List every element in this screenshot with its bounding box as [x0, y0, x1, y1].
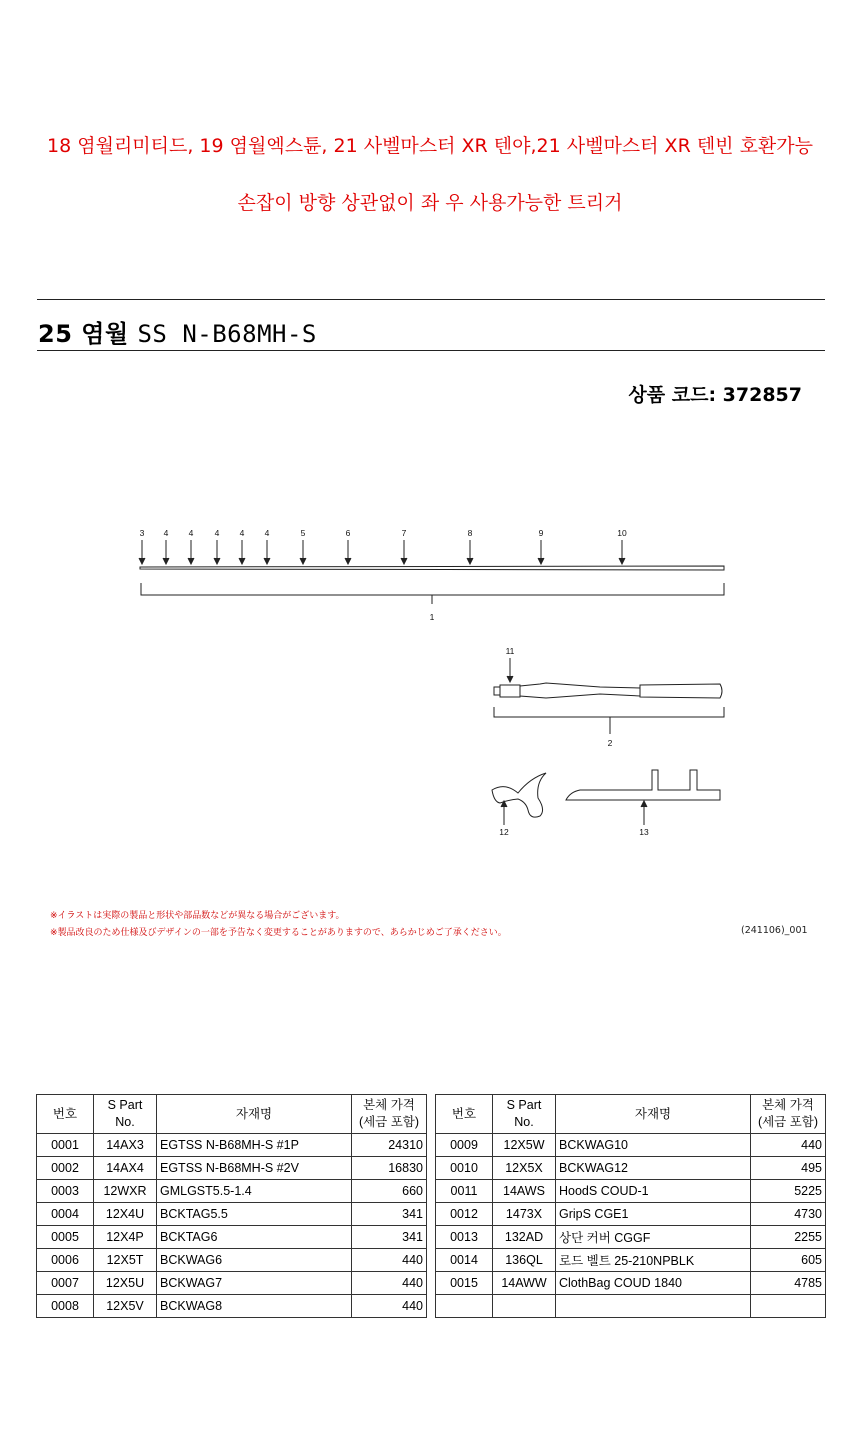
cell-part: 12X5V: [94, 1295, 157, 1318]
product-code: 상품 코드: 372857: [628, 384, 802, 406]
cell-price: 4730: [751, 1203, 826, 1226]
trigger-part: [492, 773, 546, 825]
cell-part: 12WXR: [94, 1180, 157, 1203]
cell-part: 12X5T: [94, 1249, 157, 1272]
cell-price: 5225: [751, 1180, 826, 1203]
table-row: [436, 1134, 826, 1157]
illustration-note: ※イラストは実際の製品と形状や部品数などが異なる場合がございます。: [50, 911, 345, 921]
label-4b: 4: [188, 528, 194, 538]
header-part: S Part No.: [94, 1095, 157, 1134]
cell-price: 440: [352, 1295, 427, 1318]
cell-price: 341: [352, 1203, 427, 1226]
product-title-bold: 25 염월: [38, 320, 129, 348]
header-name: 자재명: [556, 1095, 751, 1134]
cell-name: BCKTAG5.5: [157, 1203, 352, 1226]
label-9: 9: [538, 528, 544, 538]
cell-part: 1473X: [493, 1203, 556, 1226]
cell-no: 0011: [436, 1180, 493, 1203]
header-price: 본체 가격 (세금 포함): [352, 1095, 427, 1134]
cell-name: BCKWAG12: [556, 1157, 751, 1180]
table-row: [436, 1272, 826, 1295]
cell-no: 0001: [37, 1134, 94, 1157]
table-row: [436, 1249, 826, 1272]
rod-blank: [140, 566, 724, 570]
header-no: 번호: [436, 1095, 493, 1134]
cell-name: BCKWAG6: [157, 1249, 352, 1272]
table-row: [37, 1180, 427, 1203]
header-name: 자재명: [157, 1095, 352, 1134]
spec-change-note: ※製品改良のため仕様及びデザインの一部を予告なく変更することがありますので、あらかじめご了承ください。: [50, 928, 507, 938]
product-model: SS N-B68MH-S: [137, 320, 317, 348]
product-title: [38, 314, 317, 349]
cell-name: 로드 벨트 25-210NPBLK: [556, 1249, 751, 1272]
cell-part: 132AD: [493, 1226, 556, 1249]
cell-no: 0009: [436, 1134, 493, 1157]
table-row: [37, 1249, 427, 1272]
cell-part: 12X4U: [94, 1203, 157, 1226]
label-7: 7: [401, 528, 407, 538]
cell-part: 12X4P: [94, 1226, 157, 1249]
handle-assembly: [494, 658, 724, 734]
label-1: 1: [429, 612, 435, 622]
cell-no: 0002: [37, 1157, 94, 1180]
cell-name: EGTSS N-B68MH-S #2V: [157, 1157, 352, 1180]
table-row: [37, 1157, 427, 1180]
cell-no: 0006: [37, 1249, 94, 1272]
header-part: S Part No.: [493, 1095, 556, 1134]
compatibility-line-1: 18 염월리미티드, 19 염월엑스튠, 21 사벨마스터 XR 텐야,21 사벨마스터 XR 텐빈 호환가능: [47, 135, 813, 157]
table-row: [436, 1180, 826, 1203]
cell-no: 0004: [37, 1203, 94, 1226]
parts-table-left: [36, 1094, 427, 1318]
cell-price: 440: [751, 1134, 826, 1157]
cell-no: 0010: [436, 1157, 493, 1180]
title-bottom-rule: [37, 350, 825, 351]
cell-no: 0003: [37, 1180, 94, 1203]
label-12: 12: [499, 827, 509, 837]
label-3: 3: [139, 528, 145, 538]
table-row: [37, 1295, 427, 1318]
cell-name: BCKTAG6: [157, 1226, 352, 1249]
label-4d: 4: [239, 528, 245, 538]
cell-part: 14AX3: [94, 1134, 157, 1157]
table-row: [436, 1157, 826, 1180]
label-8: 8: [467, 528, 473, 538]
table-header-row: [37, 1095, 427, 1134]
cell-part: [493, 1295, 556, 1318]
parts-diagram: [0, 510, 860, 850]
cell-name: [556, 1295, 751, 1318]
cell-no: 0012: [436, 1203, 493, 1226]
label-4e: 4: [264, 528, 270, 538]
cell-name: 상단 커버 CGGF: [556, 1226, 751, 1249]
parts-table-right: [435, 1094, 826, 1318]
cell-no: 0008: [37, 1295, 94, 1318]
compatibility-line-2: 손잡이 방향 상관없이 좌 우 사용가능한 트리거: [237, 192, 623, 214]
cell-price: 4785: [751, 1272, 826, 1295]
cell-part: 136QL: [493, 1249, 556, 1272]
cell-price: 495: [751, 1157, 826, 1180]
cell-name: BCKWAG8: [157, 1295, 352, 1318]
cell-name: GMLGST5.5-1.4: [157, 1180, 352, 1203]
rod-bracket: [141, 583, 724, 604]
cell-price: [751, 1295, 826, 1318]
cell-name: BCKWAG10: [556, 1134, 751, 1157]
header-price: 본체 가격 (세금 포함): [751, 1095, 826, 1134]
table-row: [436, 1226, 826, 1249]
cell-name: BCKWAG7: [157, 1272, 352, 1295]
label-11: 11: [505, 646, 515, 656]
cell-price: 440: [352, 1272, 427, 1295]
table-row: [37, 1134, 427, 1157]
cell-price: 16830: [352, 1157, 427, 1180]
cell-name: EGTSS N-B68MH-S #1P: [157, 1134, 352, 1157]
cell-part: 14AWS: [493, 1180, 556, 1203]
cell-price: 660: [352, 1180, 427, 1203]
cell-price: 440: [352, 1249, 427, 1272]
header-no: 번호: [37, 1095, 94, 1134]
cell-part: 12X5X: [493, 1157, 556, 1180]
cell-name: ClothBag COUD 1840: [556, 1272, 751, 1295]
table-row: [37, 1203, 427, 1226]
top-cover-part: [566, 770, 720, 825]
title-top-rule: [37, 299, 825, 300]
label-13: 13: [639, 827, 649, 837]
label-5: 5: [300, 528, 306, 538]
cell-name: GripS CGE1: [556, 1203, 751, 1226]
cell-part: 12X5U: [94, 1272, 157, 1295]
cell-price: 2255: [751, 1226, 826, 1249]
cell-price: 341: [352, 1226, 427, 1249]
cell-no: 0015: [436, 1272, 493, 1295]
label-4a: 4: [163, 528, 169, 538]
cell-price: 605: [751, 1249, 826, 1272]
label-6: 6: [345, 528, 351, 538]
cell-no: 0013: [436, 1226, 493, 1249]
table-row: [436, 1203, 826, 1226]
table-header-row: [436, 1095, 826, 1134]
cell-part: 14AWW: [493, 1272, 556, 1295]
document-id: (241106)_001: [741, 925, 808, 936]
guide-arrows: [139, 540, 625, 564]
cell-no: 0007: [37, 1272, 94, 1295]
cell-name: HoodS COUD-1: [556, 1180, 751, 1203]
label-4c: 4: [214, 528, 220, 538]
cell-no: 0005: [37, 1226, 94, 1249]
table-row: [37, 1226, 427, 1249]
cell-no: 0014: [436, 1249, 493, 1272]
cell-price: 24310: [352, 1134, 427, 1157]
cell-no: [436, 1295, 493, 1318]
label-10: 10: [617, 528, 627, 538]
table-row: [436, 1295, 826, 1318]
label-2: 2: [607, 738, 613, 748]
table-row: [37, 1272, 427, 1295]
cell-part: 14AX4: [94, 1157, 157, 1180]
cell-part: 12X5W: [493, 1134, 556, 1157]
